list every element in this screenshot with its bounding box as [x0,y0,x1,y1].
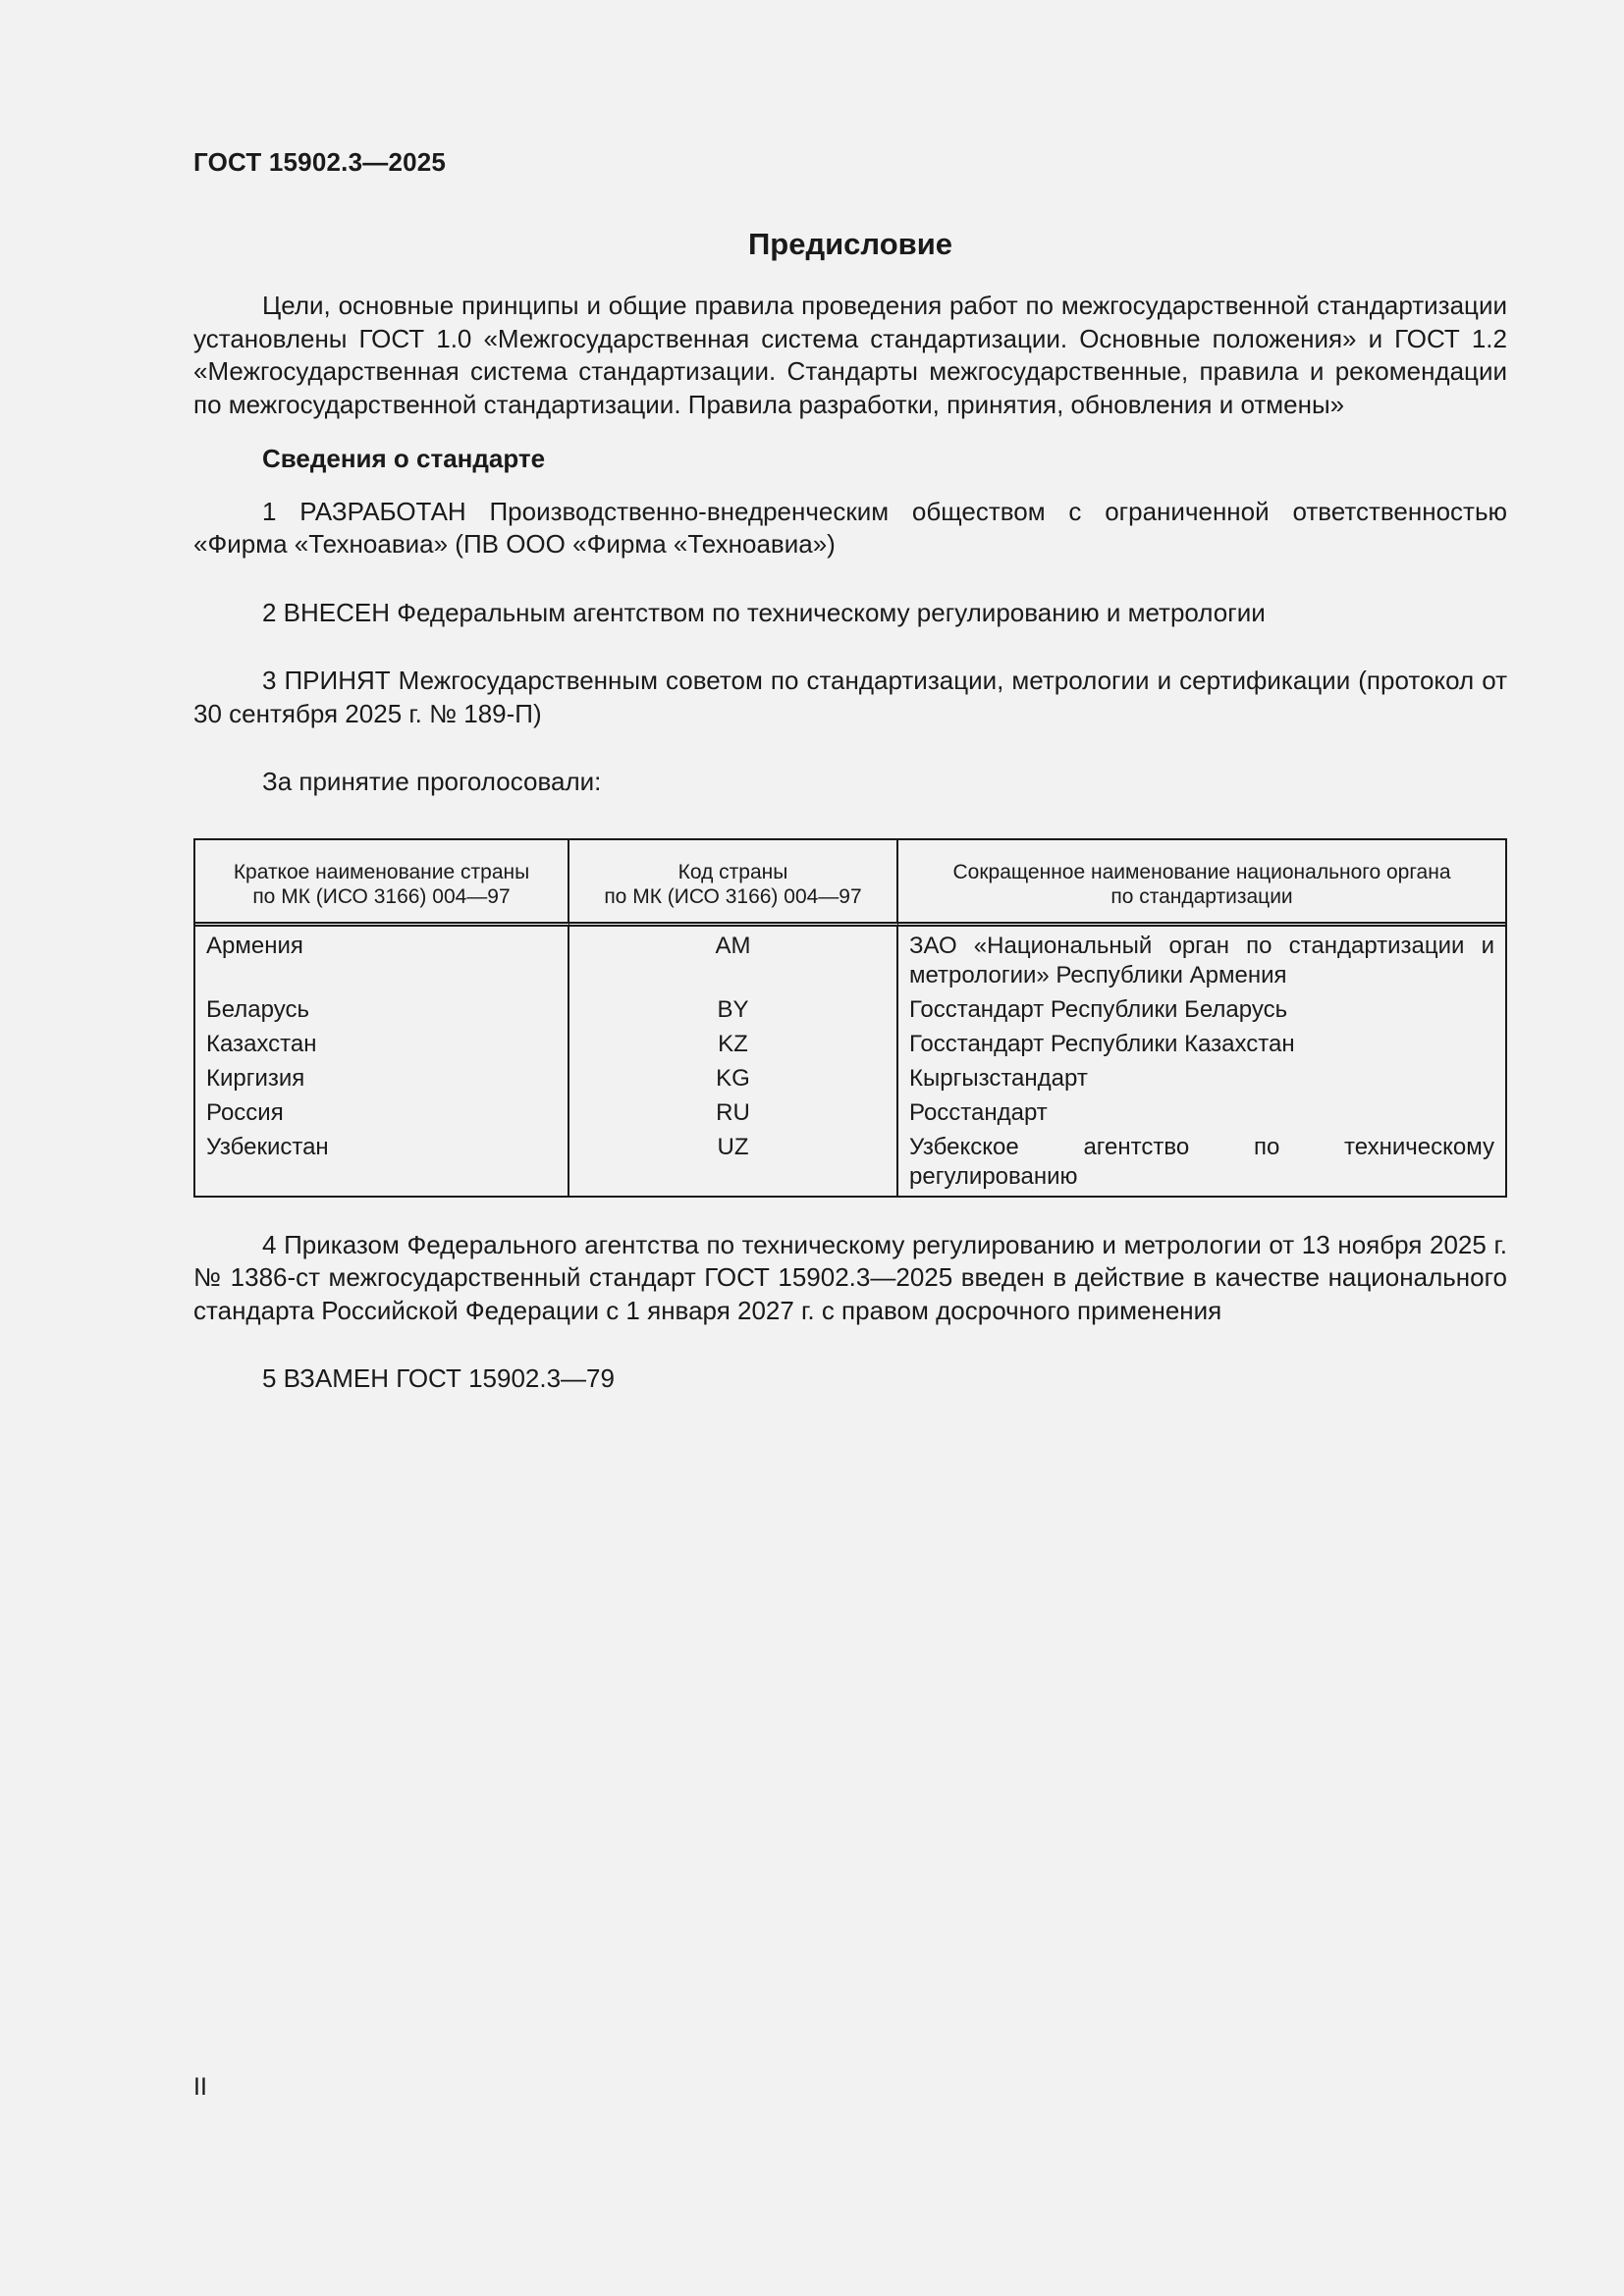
intro-paragraph: Цели, основные принципы и общие правила проведения работ по межгосударственной стандартизации установлены ГОСТ 1.0 «Межгосударственная система стандартизации. Основные положения» и ГОСТ 1.2 «Межгосударственная система стандартизации. Стандарты межгосударственные, правила и рекомендации по межгосударственной стандартизации. Правила разработки, принятия, обновления и отмены» [193,291,1507,419]
cell-country: Армения [195,927,569,994]
table-row [195,927,1505,994]
table-row [195,1029,1505,1063]
cell-org: ЗАО «Национальный орган по стандартизации и метрологии» Республики Армения [909,932,1494,988]
header-org [898,840,1505,927]
item-introduced: 2 ВНЕСЕН Федеральным агентством по техническому регулированию и метрологии [262,597,1266,627]
item-replaces: 5 ВЗАМЕН ГОСТ 15902.3—79 [262,1363,615,1393]
cell-org: Госстандарт Республики Казахстан [909,1030,1295,1057]
foreword-section [193,221,1507,1396]
table-row [195,1097,1505,1132]
cell-country: Казахстан [195,1029,569,1063]
page-title: Предисловие [747,227,952,261]
cell-code: KG [569,1063,898,1097]
cell-code: UZ [569,1132,898,1196]
table-row [195,1063,1505,1097]
cell-code: KZ [569,1029,898,1063]
cell-country: Россия [195,1097,569,1132]
cell-code: RU [569,1097,898,1132]
cell-code: BY [569,994,898,1029]
header-country-line1: Краткое наименование страны [233,860,530,883]
item-adopted: 3 ПРИНЯТ Межгосударственным советом по стандартизации, метрологии и сертификации (протокол от 30 сентября 2025 г. № 189-П) [193,666,1507,728]
table-row [195,1132,1505,1196]
header-country-line2: по МК (ИСО 3166) 004—97 [252,884,511,908]
cell-org: Кыргызстандарт [909,1064,1088,1092]
table-row [195,994,1505,1029]
document-id-header: ГОСТ 15902.3—2025 [193,147,447,177]
cell-org: Узбекское агентство по техническому регулированию [909,1133,1494,1190]
voted-label: За принятие проголосовали: [262,767,602,796]
item-developed: 1 РАЗРАБОТАН Производственно-внедренческим обществом с ограниченной ответственностью «Фирма «Техноавиа» (ПВ ООО «Фирма «Техноавиа») [193,496,1507,559]
header-code [569,840,898,927]
table-header-row [195,840,1505,927]
header-code-line1: Код страны [677,860,788,883]
member-states-table [193,838,1507,1198]
cell-country: Беларусь [195,994,569,1029]
header-country [195,840,569,927]
cell-country: Узбекистан [195,1132,569,1196]
info-heading: Сведения о стандарте [262,444,546,473]
cell-country: Киргизия [195,1063,569,1097]
item-enacted: 4 Приказом Федерального агентства по техническому регулированию и метрологии от 13 ноября 2025 г. № 1386-ст межгосударственный стандарт ГОСТ 15902.3—2025 введен в действие в качестве национального стандарта Российской Федерации с 1 января 2027 г. с правом досрочного применения [193,1229,1507,1325]
header-org-line1: Сокращенное наименование национального органа [952,860,1451,883]
cell-org: Росстандарт [909,1098,1048,1126]
cell-org: Госстандарт Республики Беларусь [909,995,1288,1023]
header-code-line2: по МК (ИСО 3166) 004—97 [604,884,862,908]
page-number: II [193,2073,207,2101]
header-org-line2: по стандартизации [1110,884,1293,908]
cell-code: AM [569,927,898,994]
